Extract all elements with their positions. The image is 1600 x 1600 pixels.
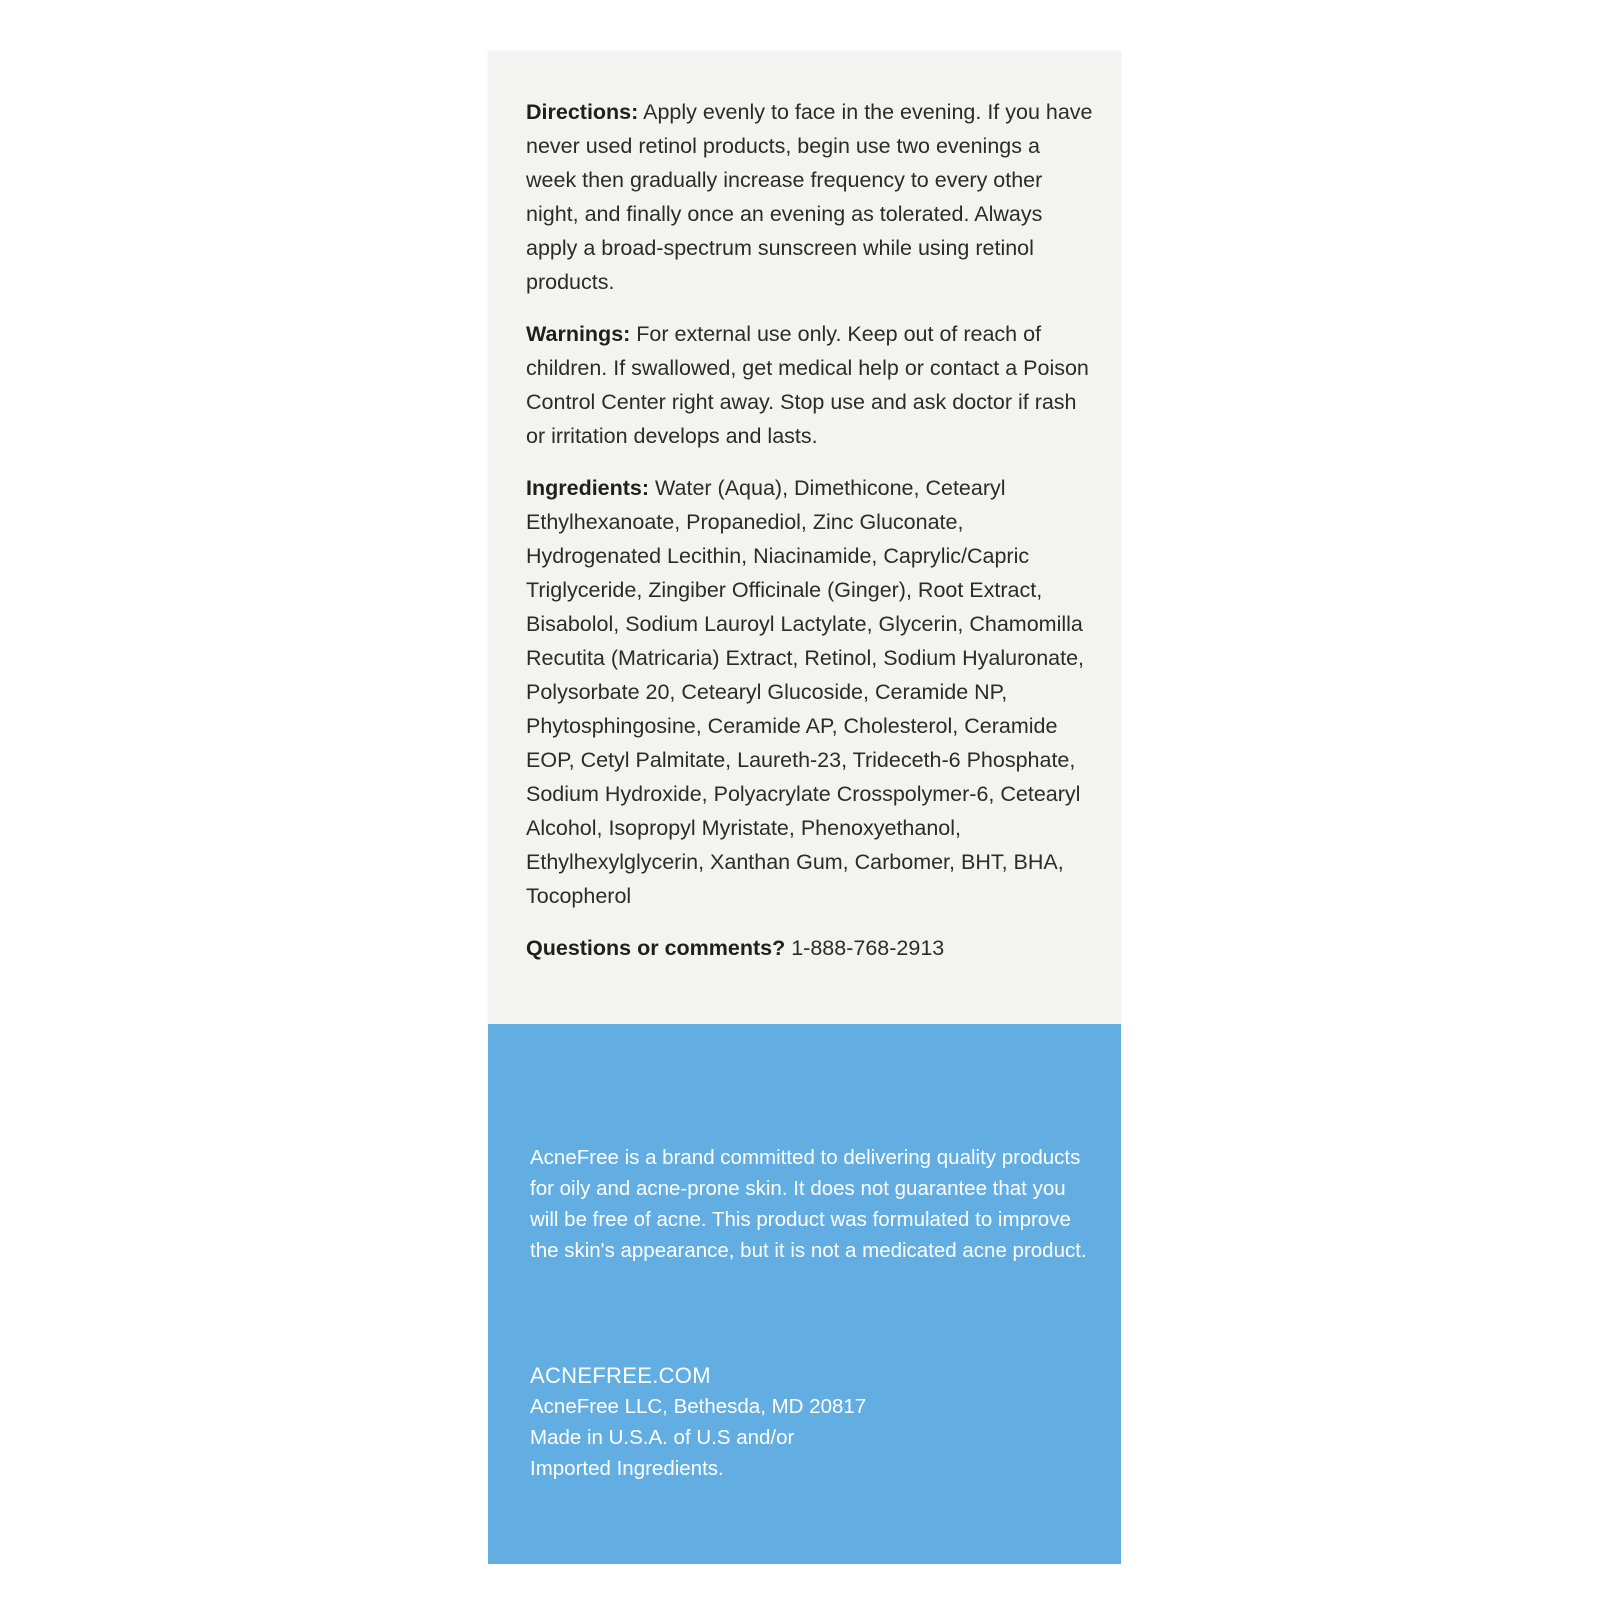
warnings-paragraph (526, 317, 1096, 453)
ingredients-paragraph (526, 471, 1096, 913)
company-address: AcneFree LLC, Bethesda, MD 20817 (530, 1395, 867, 1418)
questions-label: Questions or comments? (526, 936, 786, 960)
questions-paragraph (526, 931, 1096, 965)
label-info-panel (488, 51, 1121, 1024)
made-in-line-1: Made in U.S.A. of U.S and/or (530, 1426, 795, 1449)
warnings-label: Warnings: (526, 322, 631, 346)
ingredients-label: Ingredients: (526, 476, 650, 500)
ingredients-text: Water (Aqua), Dimethicone, Cetearyl Ethylhexanoate, Propanediol, Zinc Gluconate, Hydrogenated Lecithin, Niacinamide, Caprylic/Capric Triglyceride, Zingiber Officinale (Ginger), Root Extract, Bisabolol, Sodium Lauroyl Lactylate, Glycerin, Chamomilla Recutita (Matricaria) Extract, Retinol, Sodium Hyaluronate, Polysorbate 20, Cetearyl Glucoside, Ceramide NP, Phytosphingosine, Ceramide AP, Cholesterol, Ceramide EOP, Cetyl Palmitate, Laureth-23, Trideceth-6 Phosphate, Sodium Hydroxide, Polyacrylate Crosspolymer-6, Cetearyl Alcohol, Isopropyl Myristate, Phenoxyethanol, Ethylhexylglycerin, Xanthan Gum, Carbomer, BHT, BHA, Tocopherol (526, 476, 1085, 908)
brand-disclaimer: AcneFree is a brand committed to delivering quality products for oily and acne-prone skin. It does not guarantee that you will be free of acne. This product was formulated to improve the skin's appearance, but it is not a medicated acne product. (530, 1146, 1087, 1262)
brand-info-panel (488, 1024, 1121, 1564)
directions-paragraph (526, 95, 1096, 299)
label-text-block (526, 95, 1096, 983)
directions-text: Apply evenly to face in the evening. If you have never used retinol products, begin use two evenings a week then gradually increase frequency to every other night, and finally once an evening as tolerated. Always apply a broad-spectrum sunscreen while using retinol products. (526, 100, 1093, 294)
product-box-back (488, 51, 1121, 1564)
made-in-line-2: Imported Ingredients. (530, 1457, 724, 1480)
warnings-text: For external use only. Keep out of reach of children. If swallowed, get medical help or contact a Poison Control Center right away. Stop use and ask doctor if rash or irritation develops and lasts. (526, 322, 1089, 448)
questions-phone: 1-888-768-2913 (785, 936, 945, 960)
directions-label: Directions: (526, 100, 639, 124)
company-info (530, 1360, 1090, 1484)
brand-website: ACNEFREE.COM (530, 1363, 711, 1388)
